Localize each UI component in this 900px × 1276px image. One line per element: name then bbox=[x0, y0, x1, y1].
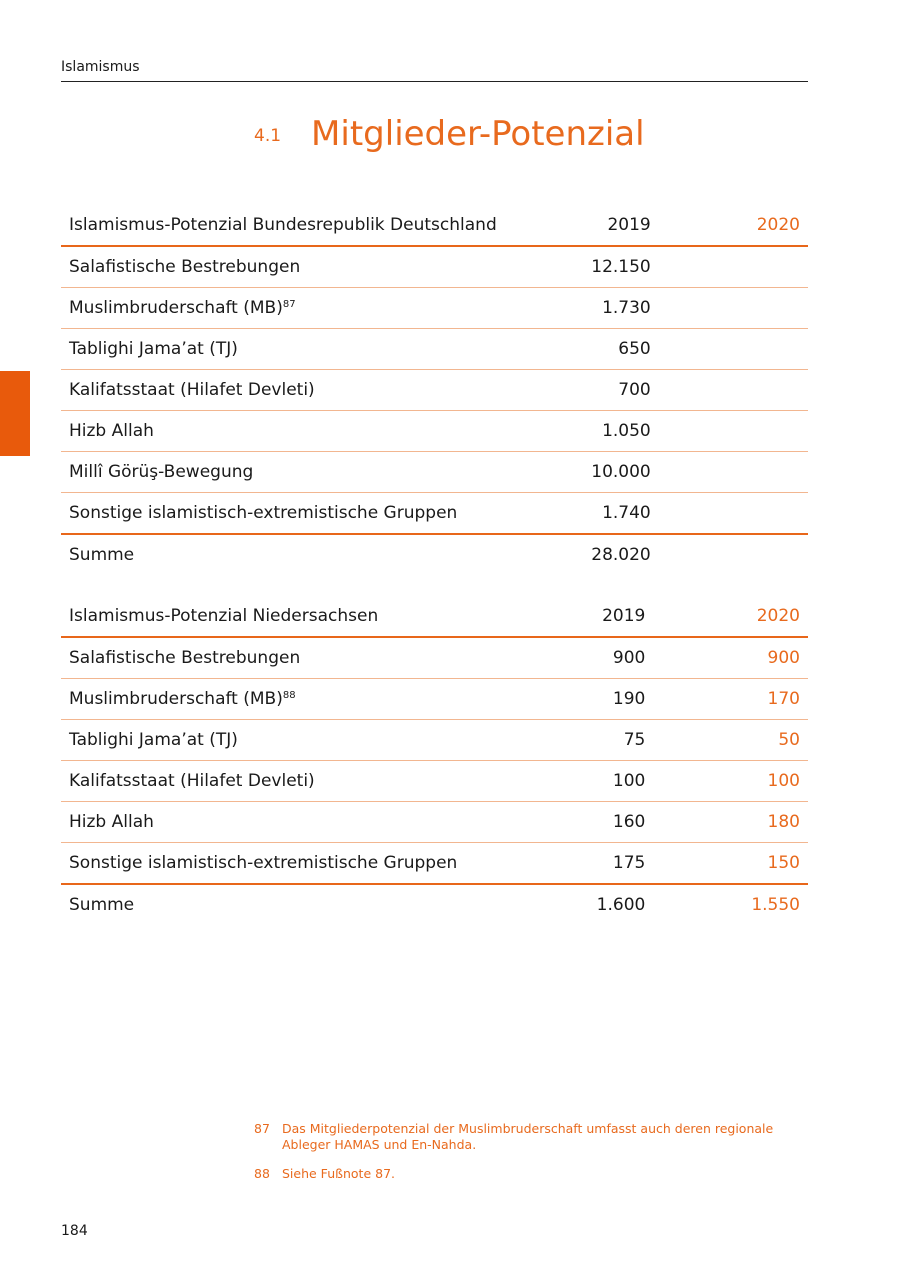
table-title: Islamismus-Potenzial Niedersachsen bbox=[61, 596, 525, 637]
value-2019: 1.740 bbox=[531, 493, 757, 535]
table-row bbox=[61, 329, 808, 370]
value-2019: 900 bbox=[525, 637, 751, 679]
sum-row bbox=[61, 534, 808, 575]
value-2020 bbox=[757, 288, 808, 329]
value-2020: 900 bbox=[751, 637, 808, 679]
footnote-number: 88 bbox=[254, 1166, 270, 1181]
row-label: Hizb Allah bbox=[61, 411, 531, 452]
value-2020: 100 bbox=[751, 761, 808, 802]
value-2020 bbox=[757, 246, 808, 288]
footnotes bbox=[254, 1121, 808, 1195]
table-header-row bbox=[61, 596, 808, 637]
sum-2020 bbox=[757, 534, 808, 575]
table-row bbox=[61, 802, 808, 843]
sum-label: Summe bbox=[69, 895, 135, 915]
value-2019: 12.150 bbox=[531, 246, 757, 288]
row-label: Tablighi Jama’at (TJ) bbox=[61, 720, 525, 761]
chapter-tab-marker bbox=[0, 371, 30, 456]
table-row bbox=[61, 679, 808, 720]
row-label: Salafistische Bestrebungen bbox=[61, 246, 531, 288]
section-heading bbox=[254, 114, 645, 154]
table-row bbox=[61, 246, 808, 288]
sum-2020: 1.550 bbox=[751, 895, 800, 915]
row-label: Kalifatsstaat (Hilafet Devleti) bbox=[61, 761, 525, 802]
row-label: Kalifatsstaat (Hilafet Devleti) bbox=[61, 370, 531, 411]
value-2019: 1.730 bbox=[531, 288, 757, 329]
footnote-ref: 87 bbox=[282, 299, 296, 310]
value-2020 bbox=[757, 411, 808, 452]
table-bund bbox=[61, 205, 808, 575]
value-2019: 190 bbox=[525, 679, 751, 720]
table-row bbox=[61, 720, 808, 761]
table-title: Islamismus-Potenzial Bundesrepublik Deutschland bbox=[61, 205, 531, 246]
table-row bbox=[61, 637, 808, 679]
table-row bbox=[61, 452, 808, 493]
running-head: Islamismus bbox=[61, 59, 140, 75]
table-row bbox=[61, 411, 808, 452]
value-2019: 160 bbox=[525, 802, 751, 843]
value-2019: 100 bbox=[525, 761, 751, 802]
row-label: Tablighi Jama’at (TJ) bbox=[61, 329, 531, 370]
value-2020 bbox=[757, 329, 808, 370]
column-header-2020: 2020 bbox=[751, 596, 808, 637]
table-row bbox=[61, 843, 808, 885]
row-label: Muslimbruderschaft (MB)$^{88}$ bbox=[61, 679, 525, 720]
value-2019: 650 bbox=[531, 329, 757, 370]
value-2019: 700 bbox=[531, 370, 757, 411]
value-2020: 180 bbox=[751, 802, 808, 843]
footnote bbox=[254, 1121, 808, 1153]
column-header-2020: 2020 bbox=[757, 205, 808, 246]
column-header-2019: 2019 bbox=[525, 596, 751, 637]
sum-row bbox=[61, 884, 808, 925]
footnote-number: 87 bbox=[254, 1121, 270, 1136]
value-2020: 50 bbox=[751, 720, 808, 761]
row-label: Muslimbruderschaft (MB)$^{87}$ bbox=[61, 288, 531, 329]
footnote-ref: 88 bbox=[282, 690, 296, 701]
table-row bbox=[61, 288, 808, 329]
footnote-text: Das Mitgliederpotenzial der Muslimbruderschaft umfasst auch deren regionale Ableger HAMAS und En-Nahda. bbox=[282, 1121, 774, 1152]
footnote-text: Siehe Fußnote 87. bbox=[282, 1166, 396, 1181]
table-row bbox=[61, 493, 808, 535]
value-2019: 75 bbox=[525, 720, 751, 761]
footnote bbox=[254, 1166, 808, 1182]
section-number: 4.1 bbox=[254, 126, 282, 146]
value-2020 bbox=[757, 370, 808, 411]
column-header-2019: 2019 bbox=[531, 205, 757, 246]
value-2019: 175 bbox=[525, 843, 751, 885]
row-label: Sonstige islamistisch-extremistische Gruppen bbox=[61, 843, 525, 885]
page-number: 184 bbox=[61, 1223, 88, 1239]
table-row bbox=[61, 370, 808, 411]
section-title: Mitglieder-Potenzial bbox=[311, 114, 645, 154]
table-header-row bbox=[61, 205, 808, 246]
value-2019: 10.000 bbox=[531, 452, 757, 493]
value-2020: 150 bbox=[751, 843, 808, 885]
value-2020 bbox=[757, 493, 808, 535]
sum-2019: 28.020 bbox=[591, 545, 651, 565]
row-label: Salafistische Bestrebungen bbox=[61, 637, 525, 679]
value-2019: 1.050 bbox=[531, 411, 757, 452]
header-rule bbox=[61, 81, 808, 82]
row-label: Millî Görüş-Bewegung bbox=[61, 452, 531, 493]
table-niedersachsen bbox=[61, 596, 808, 925]
value-2020: 170 bbox=[751, 679, 808, 720]
table-row bbox=[61, 761, 808, 802]
row-label: Sonstige islamistisch-extremistische Gruppen bbox=[61, 493, 531, 535]
sum-2019: 1.600 bbox=[596, 895, 646, 915]
sum-label: Summe bbox=[69, 545, 135, 565]
value-2020 bbox=[757, 452, 808, 493]
row-label: Hizb Allah bbox=[61, 802, 525, 843]
